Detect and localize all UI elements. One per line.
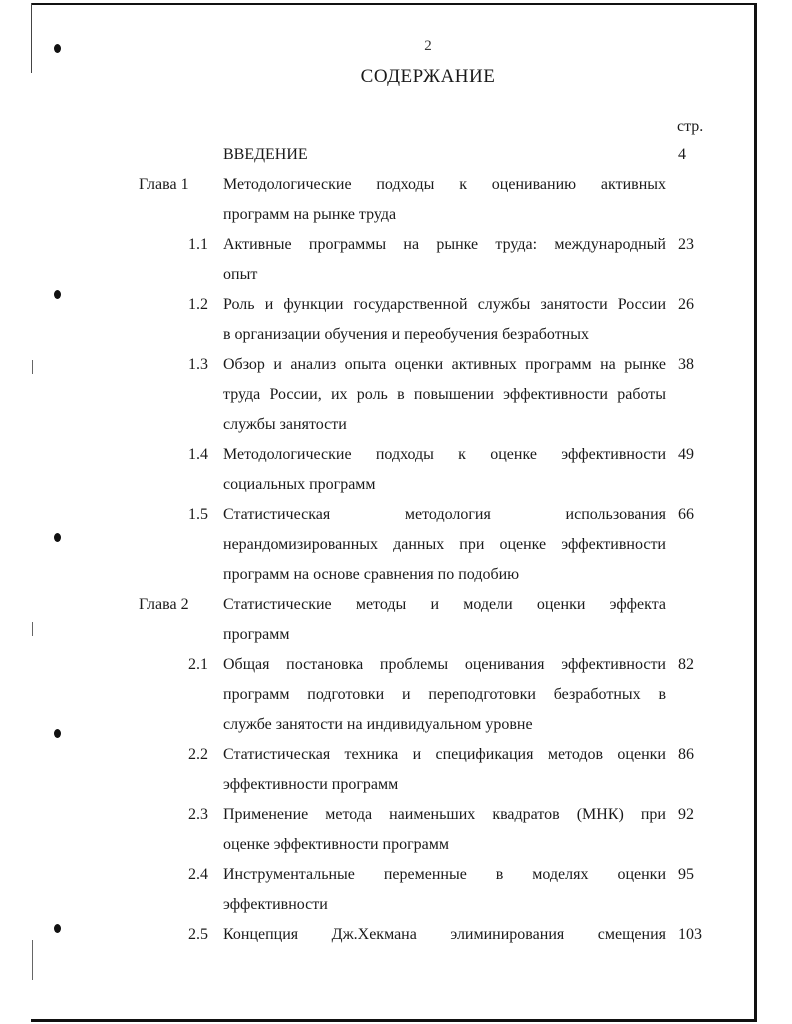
toc-title-line: службе занятости на индивидуальном уровне (223, 716, 533, 733)
page-column-header: стр. (677, 118, 704, 135)
toc-entry-number: 1.2 (188, 296, 208, 313)
toc-title-line: Инструментальные переменные в моделях оценки (223, 866, 666, 883)
toc-entry-title (223, 800, 666, 860)
toc-chapter (0, 590, 792, 650)
toc-title-line: Статистическая методология использования (223, 506, 666, 523)
toc-page-number: 49 (678, 446, 694, 463)
toc-title-line: Методологические подходы к оцениванию активных (223, 176, 666, 193)
toc-entry (0, 740, 792, 800)
toc-page-number: 82 (678, 656, 694, 673)
toc-entry-number: 1.5 (188, 506, 208, 523)
toc-entry-title (223, 500, 666, 590)
toc-entry-title (223, 290, 666, 350)
toc-entry-number: 1.3 (188, 356, 208, 373)
toc-entry-number: 2.2 (188, 746, 208, 763)
toc-title-line: Роль и функции государственной службы занятости России (223, 296, 666, 313)
toc-entry (0, 650, 792, 740)
toc-entry (0, 440, 792, 500)
toc-page-number: 26 (678, 296, 694, 313)
toc-title-line: в организации обучения и переобучения безработных (223, 326, 589, 343)
toc-title-line: службы занятости (223, 416, 347, 433)
toc-title-line: эффективности (223, 896, 328, 913)
toc-entry-title (223, 860, 666, 920)
toc-title-line: Активные программы на рынке труда: международный (223, 236, 666, 253)
toc-entry-title (223, 440, 666, 500)
toc-entry-title (223, 230, 666, 290)
toc-entry-number: 2.3 (188, 806, 208, 823)
toc-entry-number: 1.1 (188, 236, 208, 253)
toc-title-line: Методологические подходы к оценке эффективности (223, 446, 666, 463)
toc-page-number: 86 (678, 746, 694, 763)
toc-entry (0, 860, 792, 920)
toc-entry-title (223, 350, 666, 440)
toc-title-line: Концепция Дж.Хекмана элиминирования смещения (223, 926, 666, 943)
toc-page-number: 4 (678, 146, 686, 163)
toc-title-line: программ на рынке труда (223, 206, 397, 223)
toc-entry-number: 1.4 (188, 446, 208, 463)
toc-title-line: опыт (223, 266, 258, 283)
toc-title-line: Общая постановка проблемы оценивания эффективности (223, 656, 666, 673)
toc-title-line: оценке эффективности программ (223, 836, 449, 853)
toc-entry-title (223, 740, 666, 800)
toc-page-number: 23 (678, 236, 694, 253)
toc-title-line: ВВЕДЕНИЕ (223, 146, 308, 163)
toc-entry (0, 920, 792, 950)
scan-border-top (31, 3, 756, 5)
toc-entry-number: 2.4 (188, 866, 208, 883)
toc-entry-title (223, 650, 666, 740)
toc-page-number: 95 (678, 866, 694, 883)
toc-entry (0, 350, 792, 440)
toc-entry-title (223, 590, 666, 650)
toc-entry (0, 290, 792, 350)
page-title: СОДЕРЖАНИЕ (360, 66, 496, 87)
toc-entry (0, 500, 792, 590)
toc-entry-number: Глава 1 (139, 176, 189, 193)
toc-entry (0, 800, 792, 860)
toc-page-number: 66 (678, 506, 694, 523)
toc-title-line: Статистическая техника и спецификация методов оценки (223, 746, 666, 763)
toc-title-line: Статистические методы и модели оценки эффекта (223, 596, 666, 613)
toc-entry-title (223, 170, 666, 230)
toc-entry-number: 2.5 (188, 926, 208, 943)
toc-entry (0, 230, 792, 290)
toc-entry-title (223, 140, 666, 170)
toc-title-line: программ (223, 626, 290, 643)
toc-title-line: программ подготовки и переподготовки безработных в (223, 686, 666, 703)
toc-title-line: программ на основе сравнения по подобию (223, 566, 520, 583)
toc-page-number: 92 (678, 806, 694, 823)
page-number: 2 (424, 38, 432, 54)
toc-title-line: эффективности программ (223, 776, 399, 793)
toc-page-number: 38 (678, 356, 694, 373)
toc-entry-number: Глава 2 (139, 596, 189, 613)
toc-title-line: Применение метода наименьших квадратов (МНК) при (223, 806, 666, 823)
toc-entry (0, 140, 792, 170)
toc-chapter (0, 170, 792, 230)
scan-border-bottom (31, 1019, 757, 1022)
toc-title-line: нерандомизированных данных при оценке эффективности (223, 536, 666, 553)
toc-title-line: социальных программ (223, 476, 376, 493)
toc-page-number: 103 (678, 926, 702, 943)
toc-title-line: Обзор и анализ опыта оценки активных программ на рынке (223, 356, 666, 373)
toc-title-line: труда России, их роль в повышении эффективности работы (223, 386, 666, 403)
toc-entry-number: 2.1 (188, 656, 208, 673)
toc-entry-title (223, 920, 666, 950)
